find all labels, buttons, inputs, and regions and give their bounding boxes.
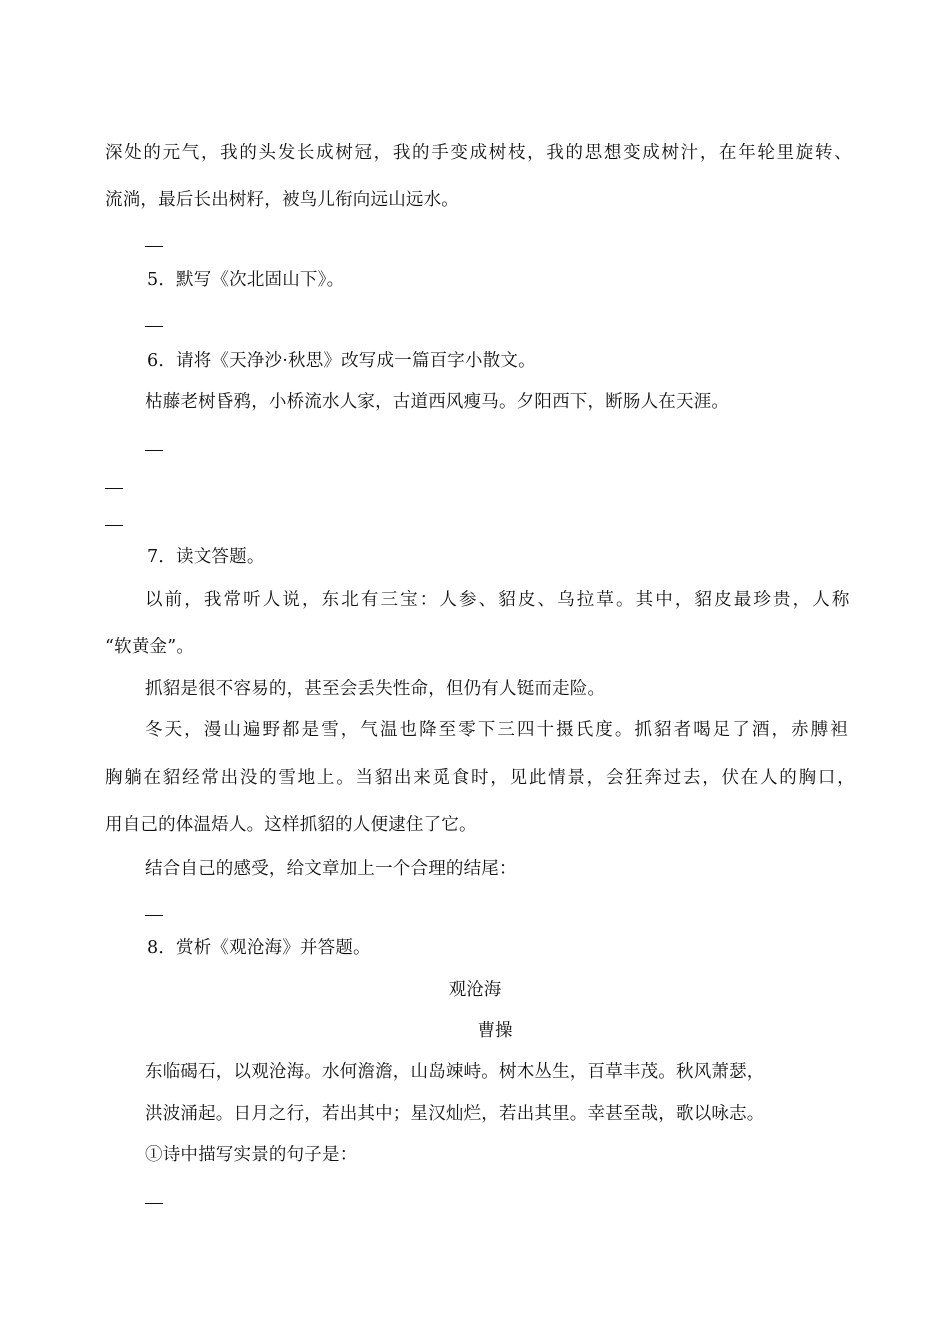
passage-text-char: 其 <box>635 590 654 610</box>
passage-text-char: ： <box>419 590 438 610</box>
paragraph-line <box>105 141 852 165</box>
passage-text-char: ， <box>184 590 202 610</box>
passage-text-char: 貂 <box>694 590 713 610</box>
paragraph-text-char: 树 <box>335 143 353 163</box>
paragraph-text-char: ， <box>527 143 545 163</box>
passage-text-char: 者 <box>673 720 692 740</box>
poem-line: 洪波涌起。日月之行，若出其中；星汉灿烂，若出其里。幸甚至哉，歌以咏志。 <box>145 1104 765 1124</box>
paragraph-text-char: 汁 <box>680 143 699 163</box>
answer-blank[interactable] <box>105 525 123 526</box>
passage-text-char: 时 <box>471 768 489 788</box>
passage-text-char: 三 <box>497 720 516 740</box>
passage-text-char: 人 <box>760 768 778 788</box>
paragraph-text-char: 我 <box>392 143 411 163</box>
passage-text-char: 常 <box>223 590 242 610</box>
paragraph-text-char: 思 <box>584 143 603 163</box>
paragraph-text-char: 里 <box>776 143 795 163</box>
answer-blank[interactable] <box>145 450 163 451</box>
passage-text-char: 貂 <box>654 720 672 740</box>
poem-text: 枯藤老树昏鸦，小桥流水人家，古道西风瘦马。夕阳西下，断肠人在天涯。 <box>145 392 730 412</box>
passage-text-char: 经 <box>182 768 200 788</box>
paragraph-text-char: 的 <box>239 143 258 163</box>
passage-text-char: 以 <box>145 590 163 610</box>
passage-text-char: 的 <box>259 768 277 788</box>
paragraph-text-char: 手 <box>431 143 449 163</box>
instruction-text: 结合自己的感受，给文章加上一个合理的结尾： <box>145 859 517 879</box>
passage-text-char: 景 <box>567 768 586 788</box>
passage-text-char: 降 <box>419 720 437 740</box>
passage-text-char: 十 <box>536 720 555 740</box>
passage-text-char: 人 <box>262 590 281 610</box>
paragraph-text-char: 轮 <box>757 143 776 163</box>
passage-text-char: 奔 <box>644 768 663 788</box>
passage-text-char: 地 <box>297 768 316 788</box>
passage-text-char: 喝 <box>693 720 711 740</box>
passage-text-char: 貂 <box>498 590 516 610</box>
paragraph-text-char: 的 <box>143 143 162 163</box>
answer-blank[interactable] <box>145 326 163 327</box>
passage-text-char: ， <box>837 768 855 788</box>
passage-text-char: 狂 <box>625 768 643 788</box>
passage-text-char: 、 <box>478 590 497 610</box>
paragraph-text-char: 想 <box>603 143 622 163</box>
paragraph-text-char: 成 <box>316 143 334 163</box>
passage-text-char: 雪 <box>321 720 339 740</box>
passage-text-char: 情 <box>548 768 566 788</box>
passage-text-char: 躺 <box>124 768 142 788</box>
passage-text-char: 宝 <box>400 590 418 610</box>
paragraph-text-char: 气 <box>181 143 200 163</box>
passage-text-char: 此 <box>528 768 547 788</box>
passage-text-char: 抓 <box>634 720 653 740</box>
poem-line: 东临碣石，以观沧海。水何澹澹，山岛竦峙。树木丛生，百草丰茂。秋风萧瑟， <box>145 1062 765 1082</box>
passage-text-char: 赤 <box>791 720 809 740</box>
passage-text-char: 下 <box>477 720 496 740</box>
passage-text-char: 三 <box>380 590 399 610</box>
passage-text-char: 说 <box>282 590 301 610</box>
passage-text-char: 皮 <box>517 590 536 610</box>
question-8-prompt: 8．赏析《观沧海》并答题。 <box>147 938 371 958</box>
passage-text-char: ， <box>490 768 509 788</box>
paragraph-text-char: 变 <box>450 143 469 163</box>
passage-text-char: 过 <box>663 768 682 788</box>
passage-text-char: 在 <box>740 768 759 788</box>
answer-blank[interactable] <box>145 246 163 247</box>
question-7-prompt: 7．读文答题。 <box>147 547 265 567</box>
paragraph-text-char: 元 <box>162 143 181 163</box>
paragraph-text-char: 我 <box>220 143 238 163</box>
passage-text-char: 的 <box>779 768 797 788</box>
passage-text-char: 没 <box>239 768 258 788</box>
answer-blank[interactable] <box>105 488 123 489</box>
paragraph-text-char: 树 <box>661 143 680 163</box>
paragraph-text-char: 深 <box>105 143 123 163</box>
passage-text-char: 。 <box>616 590 634 610</box>
passage-text-char: 膊 <box>810 720 829 740</box>
passage-text-char: 伏 <box>721 768 740 788</box>
passage-text-char: 野 <box>262 720 281 740</box>
question-5-prompt: 5．默写《次北固山下》。 <box>147 270 345 290</box>
paragraph-text-char: 的 <box>565 143 584 163</box>
passage-text-char: 。 <box>614 720 633 740</box>
passage-line <box>105 766 855 790</box>
passage-text-char: 天 <box>164 720 183 740</box>
passage-text-char: 来 <box>413 768 431 788</box>
passage-text-char: 口 <box>817 768 836 788</box>
passage-text-char: ， <box>340 720 359 740</box>
passage-text-char: 至 <box>438 720 457 740</box>
passage-text-char: 称 <box>831 590 850 610</box>
passage-text-char: 氏 <box>575 720 594 740</box>
paragraph-text-char: 的 <box>412 143 430 163</box>
poem-title: 观沧海 <box>448 980 502 1000</box>
passage-text-char: ， <box>674 590 693 610</box>
passage-text-char: 乌 <box>557 590 575 610</box>
passage-text-char: 零 <box>458 720 476 740</box>
passage-text-char: 北 <box>341 590 359 610</box>
paragraph-text-char: 变 <box>623 143 641 163</box>
paragraph-text-char: 长 <box>296 143 315 163</box>
paragraph-text-char: ， <box>699 143 718 163</box>
paragraph-text-char: ， <box>373 143 392 163</box>
sub-question-1: ①诗中描写实景的句子是： <box>145 1145 358 1165</box>
passage-text-char: 貂 <box>162 768 181 788</box>
passage-text-char: 有 <box>360 590 379 610</box>
paragraph-text-char: 旋 <box>795 143 814 163</box>
passage-text-char: 拉 <box>576 590 595 610</box>
paragraph-text-char: 成 <box>642 143 660 163</box>
paragraph-text-char: 、 <box>834 143 852 163</box>
paragraph-text-char: 枝 <box>507 143 526 163</box>
passage-text-char: 山 <box>223 720 242 740</box>
passage-text-char: 也 <box>399 720 418 740</box>
passage-text-char: 觅 <box>432 768 451 788</box>
passage-text-char: 遍 <box>242 720 261 740</box>
passage-text-char: 气 <box>360 720 379 740</box>
passage-text-char: 皮 <box>714 590 732 610</box>
passage-text-char: 东 <box>321 590 340 610</box>
answer-blank[interactable] <box>145 915 163 916</box>
passage-text-char: 温 <box>379 720 398 740</box>
passage-text-char: ， <box>792 590 811 610</box>
paragraph-text-char: 在 <box>719 143 737 163</box>
passage-text-char: 足 <box>712 720 731 740</box>
paragraph-text-char: 头 <box>258 143 277 163</box>
passage-text-char: 贵 <box>773 590 791 610</box>
passage-text-char: 中 <box>655 590 673 610</box>
paragraph-text-char: 我 <box>546 143 565 163</box>
passage-text-char: 是 <box>301 720 320 740</box>
passage-line: “软黄金”。 <box>105 637 195 657</box>
passage-line: 用自己的体温焐人。这样抓貂的人便逮住了它。 <box>105 815 477 835</box>
paragraph-text-char: 树 <box>488 143 507 163</box>
passage-text-char: 草 <box>596 590 615 610</box>
paragraph-text-char: 年 <box>738 143 756 163</box>
passage-text-char: 当 <box>355 768 374 788</box>
passage-line: 抓貂是很不容易的，甚至会丢失性命，但仍有人铤而走险。 <box>145 679 606 699</box>
passage-text-char: 胸 <box>105 768 123 788</box>
passage-text-char: 人 <box>812 590 830 610</box>
passage-text-char: ， <box>586 768 605 788</box>
paragraph-text-char: 处 <box>124 143 142 163</box>
passage-text-char: ， <box>302 590 320 610</box>
passage-text-char: 袒 <box>830 720 848 740</box>
passage-text-char: 食 <box>451 768 470 788</box>
passage-text-char: 雪 <box>278 768 297 788</box>
passage-text-char: 去 <box>682 768 701 788</box>
passage-text-char: 度 <box>595 720 613 740</box>
passage-text-char: 貂 <box>374 768 393 788</box>
passage-text-char: 见 <box>509 768 528 788</box>
passage-text-char: 常 <box>201 768 220 788</box>
question-6-prompt: 6．请将《天净沙·秋思》改写成一篇百字小散文。 <box>147 351 536 371</box>
passage-text-char: 四 <box>516 720 535 740</box>
passage-text-char: 。 <box>336 768 354 788</box>
passage-text-char: 参 <box>459 590 477 610</box>
passage-text-char: 最 <box>733 590 752 610</box>
passage-text-char: 都 <box>282 720 300 740</box>
paragraph-text-char: ， <box>200 143 219 163</box>
passage-text-char: 酒 <box>751 720 770 740</box>
paragraph-line: 流淌，最后长出树籽，被鸟儿衔向远山远水。 <box>105 190 459 210</box>
passage-text-char: ， <box>184 720 202 740</box>
paragraph-text-char: 冠 <box>354 143 373 163</box>
answer-blank[interactable] <box>145 1203 163 1204</box>
poem-author: 曹操 <box>477 1021 513 1041</box>
paragraph-text-char: 发 <box>277 143 296 163</box>
passage-text-char: ， <box>702 768 720 788</box>
passage-line <box>145 588 850 612</box>
passage-text-char: 、 <box>537 590 556 610</box>
passage-text-char: 前 <box>164 590 183 610</box>
passage-text-char: 胸 <box>798 768 817 788</box>
passage-text-char: 摄 <box>556 720 574 740</box>
passage-text-char: 会 <box>605 768 624 788</box>
paragraph-text-char: 成 <box>469 143 488 163</box>
passage-text-char: 在 <box>143 768 162 788</box>
passage-text-char: ， <box>771 720 790 740</box>
passage-text-char: 上 <box>316 768 335 788</box>
passage-text-char: 珍 <box>753 590 772 610</box>
passage-text-char: 冬 <box>145 720 163 740</box>
passage-text-char: 听 <box>243 590 261 610</box>
passage-text-char: 了 <box>732 720 751 740</box>
passage-text-char: 出 <box>220 768 239 788</box>
passage-line <box>145 718 848 742</box>
paragraph-text-char: 转 <box>814 143 833 163</box>
passage-text-char: 我 <box>203 590 222 610</box>
passage-text-char: 漫 <box>203 720 222 740</box>
passage-text-char: 出 <box>393 768 412 788</box>
passage-text-char: 人 <box>439 590 458 610</box>
